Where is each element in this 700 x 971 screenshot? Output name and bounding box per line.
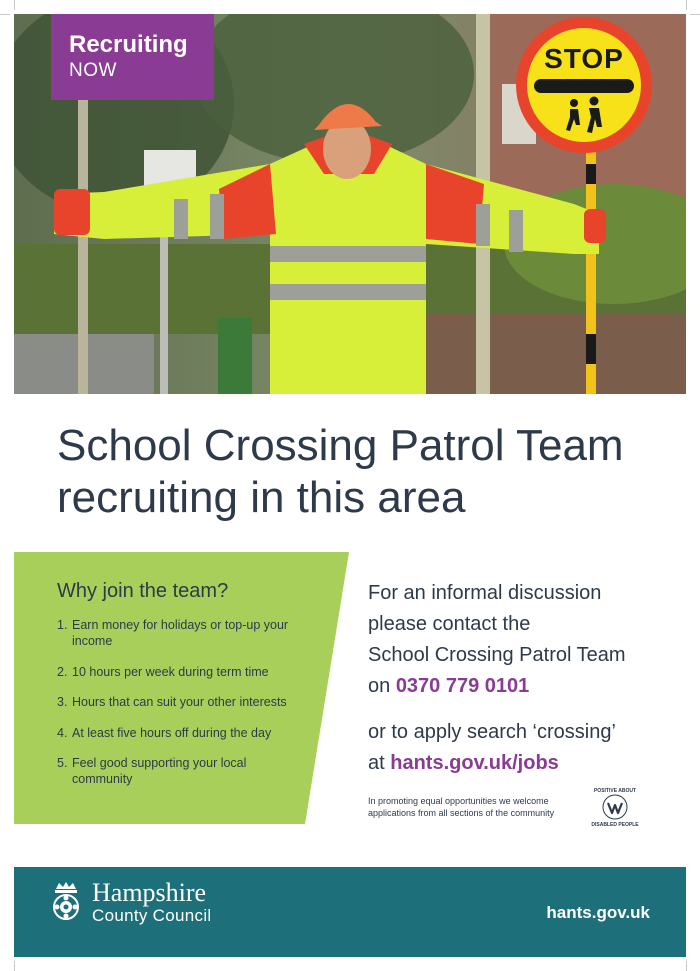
list-item xyxy=(57,725,307,741)
apply-info xyxy=(368,717,668,779)
contact-info xyxy=(368,578,668,702)
list-number: 2. xyxy=(57,664,68,679)
footer-banner xyxy=(14,867,686,957)
list-text: Feel good supporting your local community xyxy=(72,756,247,786)
recruiting-badge xyxy=(51,14,214,100)
crop-mark xyxy=(690,14,700,15)
disability-confident-logo xyxy=(590,787,640,827)
list-item xyxy=(57,755,307,787)
list-number: 3. xyxy=(57,695,68,709)
list-text: Hours that can suit your other interests xyxy=(72,695,287,709)
badge-subtitle: NOW xyxy=(69,60,117,81)
crop-mark xyxy=(14,961,15,971)
apply-at: at xyxy=(368,752,385,774)
stop-sign-text: STOP xyxy=(544,43,624,74)
disability-logo-line-2: DISABLED PEOPLE xyxy=(591,822,639,827)
list-item xyxy=(57,694,307,710)
badge-title: Recruiting xyxy=(69,31,188,58)
footer-url-link[interactable]: hants.gov.uk xyxy=(546,903,650,922)
why-join-heading: Why join the team? xyxy=(57,580,229,602)
org-name: Hampshire xyxy=(92,878,207,907)
headline-line-1: School Crossing Patrol Team xyxy=(57,421,624,470)
headline-line-2: recruiting in this area xyxy=(57,473,466,522)
why-join-panel xyxy=(14,552,349,824)
hampshire-crest-icon xyxy=(51,881,81,923)
list-number: 1. xyxy=(57,618,68,632)
crop-mark xyxy=(0,14,10,15)
crop-mark xyxy=(14,0,15,10)
crop-mark xyxy=(686,0,687,10)
phone-number[interactable]: 0370 779 0101 xyxy=(395,675,530,697)
stop-sign xyxy=(514,15,654,155)
reasons-list xyxy=(57,617,307,787)
list-number: 5. xyxy=(57,756,68,770)
contact-line-2: please contact the xyxy=(368,613,531,635)
apply-url-line xyxy=(368,748,668,779)
list-text: At least five hours off during the day xyxy=(72,725,272,740)
list-text: Earn money for holidays or top-up your income xyxy=(72,618,289,648)
disability-logo-line-1: POSITIVE ABOUT xyxy=(593,788,637,794)
stop-sign-icon xyxy=(514,15,654,155)
contact-phone-line xyxy=(368,671,668,702)
apply-line: or to apply search ‘crossing’ xyxy=(368,721,616,743)
page-title xyxy=(57,420,677,524)
list-item xyxy=(57,664,307,680)
equal-opportunities-text: In promoting equal opportunities we welcome applications from all sections of the community xyxy=(368,796,555,818)
contact-line-3: School Crossing Patrol Team xyxy=(368,644,626,666)
crop-mark xyxy=(686,961,687,971)
org-subtitle: County Council xyxy=(92,906,212,925)
list-text: 10 hours per week during term time xyxy=(72,664,269,679)
contact-on: on xyxy=(368,675,391,697)
contact-line-1: For an informal discussion xyxy=(368,582,602,604)
disability-confident-icon xyxy=(590,787,640,827)
list-number: 4. xyxy=(57,725,68,740)
list-item xyxy=(57,617,307,649)
apply-url-link[interactable]: hants.gov.uk/jobs xyxy=(390,752,559,774)
